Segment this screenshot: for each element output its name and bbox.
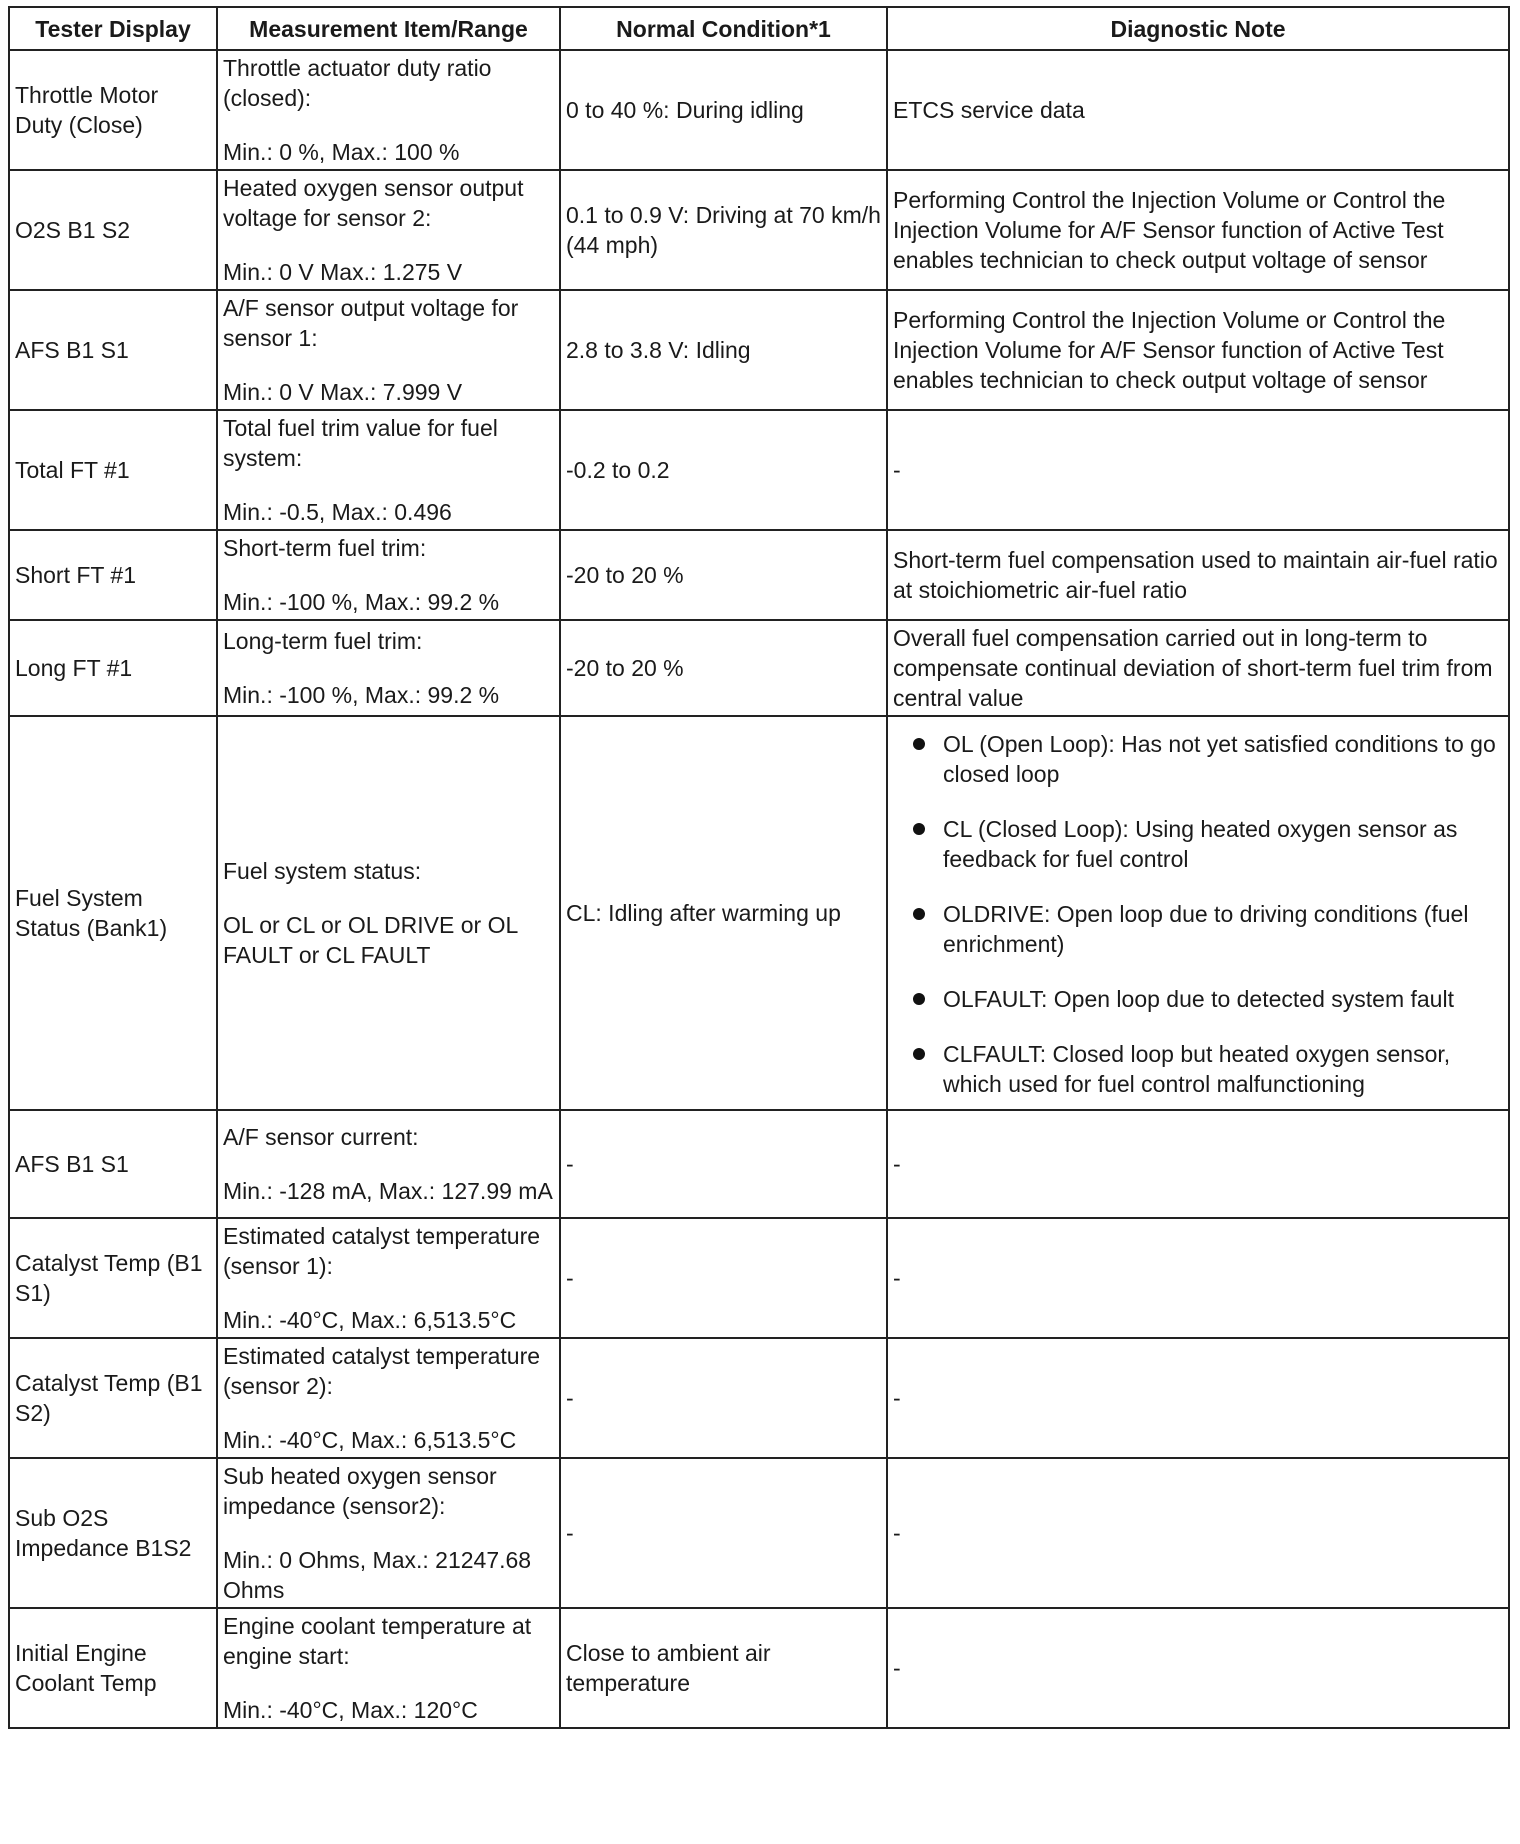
- list-item-text: OLDRIVE: Open loop due to driving conditions (fuel enrichment): [943, 901, 1469, 957]
- list-item-text: CLFAULT: Closed loop but heated oxygen sensor, which used for fuel control malfunctioning: [943, 1041, 1451, 1097]
- diagnostic-note-cell: -: [887, 1110, 1509, 1218]
- tester-display-cell: Short FT #1: [9, 530, 217, 620]
- bullet-icon: [913, 1048, 925, 1060]
- diagnostic-note-cell: [887, 716, 1509, 1110]
- measurement-cell: [217, 410, 560, 530]
- diagnostic-note-cell: ETCS service data: [887, 50, 1509, 170]
- measurement-description: Total fuel trim value for fuel system:: [223, 415, 498, 471]
- measurement-cell: [217, 290, 560, 410]
- measurement-description: Short-term fuel trim:: [223, 535, 427, 561]
- table-row: [9, 1218, 1509, 1338]
- list-item-text: CL (Closed Loop): Using heated oxygen sensor as feedback for fuel control: [943, 816, 1458, 872]
- normal-condition-cell: 0.1 to 0.9 V: Driving at 70 km/h (44 mph): [560, 170, 887, 290]
- measurement-description: Sub heated oxygen sensor impedance (sensor2):: [223, 1463, 497, 1519]
- measurement-range: Min.: 0 V Max.: 7.999 V: [223, 379, 463, 405]
- measurement-range: Min.: -0.5, Max.: 0.496: [223, 499, 452, 525]
- data-list-page: [8, 6, 1508, 1729]
- list-item-text: OL (Open Loop): Has not yet satisfied conditions to go closed loop: [943, 731, 1496, 787]
- list-item: [893, 899, 1503, 959]
- measurement-range: Min.: -40°C, Max.: 6,513.5°C: [223, 1307, 517, 1333]
- list-item: [893, 1039, 1503, 1099]
- tester-display-cell: Catalyst Temp (B1 S1): [9, 1218, 217, 1338]
- data-list-table: [8, 6, 1510, 1729]
- diagnostic-note-cell: Performing Control the Injection Volume or Control the Injection Volume for A/F Sensor function of Active Test enables technician to check output voltage of sensor: [887, 170, 1509, 290]
- tester-display-cell: AFS B1 S1: [9, 1110, 217, 1218]
- measurement-cell: [217, 1218, 560, 1338]
- list-item: [893, 984, 1503, 1014]
- measurement-range: Min.: -100 %, Max.: 99.2 %: [223, 682, 500, 708]
- measurement-range: Min.: -128 mA, Max.: 127.99 mA: [223, 1178, 553, 1204]
- bullet-icon: [913, 993, 925, 1005]
- tester-display-cell: Sub O2S Impedance B1S2: [9, 1458, 217, 1608]
- table-row: [9, 1338, 1509, 1458]
- measurement-cell: [217, 1338, 560, 1458]
- normal-condition-cell: -: [560, 1110, 887, 1218]
- diagnostic-note-cell: Performing Control the Injection Volume or Control the Injection Volume for A/F Sensor function of Active Test enables technician to check output voltage of sensor: [887, 290, 1509, 410]
- tester-display-cell: Total FT #1: [9, 410, 217, 530]
- diagnostic-note-cell: -: [887, 1218, 1509, 1338]
- table-row: [9, 620, 1509, 716]
- measurement-range: Min.: 0 V Max.: 1.275 V: [223, 259, 463, 285]
- measurement-description: Engine coolant temperature at engine start:: [223, 1613, 532, 1669]
- measurement-cell: [217, 530, 560, 620]
- measurement-cell: [217, 1608, 560, 1728]
- header-tester-display: Tester Display: [9, 7, 217, 50]
- normal-condition-cell: -0.2 to 0.2: [560, 410, 887, 530]
- measurement-range: OL or CL or OL DRIVE or OL FAULT or CL FAULT: [223, 912, 518, 968]
- measurement-range: Min.: 0 Ohms, Max.: 21247.68 Ohms: [223, 1547, 532, 1603]
- diagnostic-note-cell: Overall fuel compensation carried out in long-term to compensate continual deviation of short-term fuel trim from central value: [887, 620, 1509, 716]
- normal-condition-cell: Close to ambient air temperature: [560, 1608, 887, 1728]
- normal-condition-cell: CL: Idling after warming up: [560, 716, 887, 1110]
- measurement-range: Min.: -100 %, Max.: 99.2 %: [223, 589, 500, 615]
- measurement-cell: [217, 620, 560, 716]
- diagnostic-note-cell: -: [887, 1458, 1509, 1608]
- measurement-range: Min.: -40°C, Max.: 6,513.5°C: [223, 1427, 517, 1453]
- bullet-icon: [913, 738, 925, 750]
- normal-condition-cell: -: [560, 1338, 887, 1458]
- measurement-description: Throttle actuator duty ratio (closed):: [223, 55, 492, 111]
- tester-display-cell: Fuel System Status (Bank1): [9, 716, 217, 1110]
- measurement-description: Estimated catalyst temperature (sensor 1):: [223, 1223, 541, 1279]
- normal-condition-cell: -20 to 20 %: [560, 620, 887, 716]
- measurement-description: A/F sensor current:: [223, 1124, 419, 1150]
- diagnostic-note-cell: -: [887, 1338, 1509, 1458]
- tester-display-cell: Catalyst Temp (B1 S2): [9, 1338, 217, 1458]
- list-item: [893, 814, 1503, 874]
- fuel-status-note-list: [893, 729, 1503, 1099]
- normal-condition-cell: -20 to 20 %: [560, 530, 887, 620]
- measurement-cell: [217, 1458, 560, 1608]
- table-row: [9, 170, 1509, 290]
- measurement-cell: [217, 1110, 560, 1218]
- header-diagnostic-note: Diagnostic Note: [887, 7, 1509, 50]
- list-item: [893, 729, 1503, 789]
- table-row: [9, 716, 1509, 1110]
- tester-display-cell: Initial Engine Coolant Temp: [9, 1608, 217, 1728]
- measurement-description: Long-term fuel trim:: [223, 628, 423, 654]
- diagnostic-note-cell: -: [887, 410, 1509, 530]
- table-row: [9, 530, 1509, 620]
- normal-condition-cell: 0 to 40 %: During idling: [560, 50, 887, 170]
- table-header-row: [9, 7, 1509, 50]
- bullet-icon: [913, 823, 925, 835]
- measurement-description: Estimated catalyst temperature (sensor 2):: [223, 1343, 541, 1399]
- table-row: [9, 1458, 1509, 1608]
- normal-condition-cell: -: [560, 1218, 887, 1338]
- table-row: [9, 1110, 1509, 1218]
- tester-display-cell: O2S B1 S2: [9, 170, 217, 290]
- header-measurement-item: Measurement Item/Range: [217, 7, 560, 50]
- measurement-description: Fuel system status:: [223, 858, 422, 884]
- table-row: [9, 290, 1509, 410]
- measurement-range: Min.: 0 %, Max.: 100 %: [223, 139, 460, 165]
- diagnostic-note-cell: -: [887, 1608, 1509, 1728]
- tester-display-cell: AFS B1 S1: [9, 290, 217, 410]
- tester-display-cell: Throttle Motor Duty (Close): [9, 50, 217, 170]
- header-normal-condition: Normal Condition*1: [560, 7, 887, 50]
- list-item-text: OLFAULT: Open loop due to detected system fault: [943, 986, 1454, 1012]
- measurement-cell: [217, 716, 560, 1110]
- measurement-cell: [217, 50, 560, 170]
- table-row: [9, 410, 1509, 530]
- normal-condition-cell: -: [560, 1458, 887, 1608]
- bullet-icon: [913, 908, 925, 920]
- measurement-range: Min.: -40°C, Max.: 120°C: [223, 1697, 478, 1723]
- measurement-cell: [217, 170, 560, 290]
- table-row: [9, 50, 1509, 170]
- measurement-description: Heated oxygen sensor output voltage for sensor 2:: [223, 175, 524, 231]
- tester-display-cell: Long FT #1: [9, 620, 217, 716]
- normal-condition-cell: 2.8 to 3.8 V: Idling: [560, 290, 887, 410]
- table-row: [9, 1608, 1509, 1728]
- measurement-description: A/F sensor output voltage for sensor 1:: [223, 295, 519, 351]
- diagnostic-note-cell: Short-term fuel compensation used to maintain air-fuel ratio at stoichiometric air-fuel ratio: [887, 530, 1509, 620]
